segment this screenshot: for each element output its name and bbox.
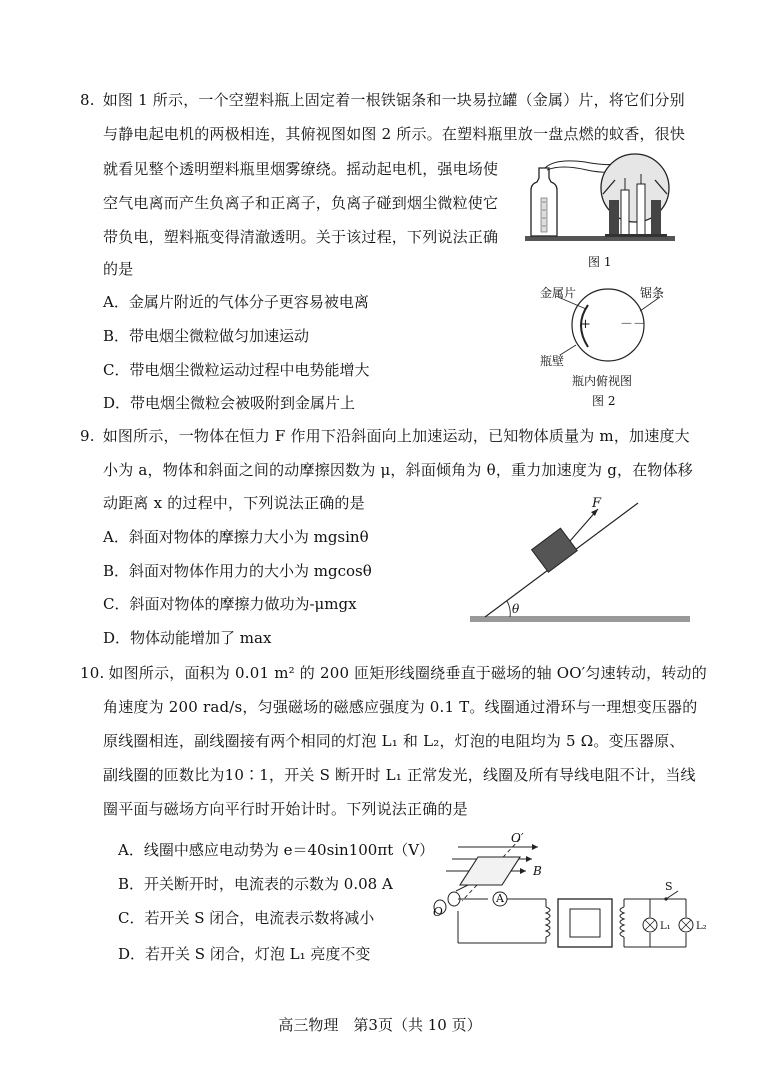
q8-option-b: B．带电烟尘微粒做匀加速运动: [103, 327, 310, 345]
q9-option-a: A．斜面对物体的摩擦力大小为 mgsinθ: [103, 528, 369, 546]
q8-line-3: 就看见整个透明塑料瓶里烟雾缭绕。摇动起电机，强电场使: [103, 160, 499, 178]
q8-fig2-label-view: 瓶内俯视图: [572, 374, 633, 388]
q9-force-label: F: [592, 496, 602, 511]
q10-number: 10.: [80, 664, 105, 682]
q8-line-5: 带负电，塑料瓶变得清澈透明。关于该过程，下列说法正确: [103, 228, 499, 246]
q10-bulb2-label: L₂: [696, 921, 707, 932]
q8-line-2: 与静电起电机的两极相连，其俯视图如图 2 所示。在塑料瓶里放一盘点燃的蚊香，很快: [103, 125, 686, 143]
q9-angle-label: θ: [512, 602, 520, 616]
q8-option-a: A．金属片附近的气体分子更容易被电离: [103, 293, 369, 311]
q8-fig2-minus: －－: [620, 317, 647, 332]
q9-text-1: 如图所示，一物体在恒力 F 作用下沿斜面向上加速运动，已知物体质量为 m，加速度大: [102, 427, 690, 445]
q8-line-6: 的是: [103, 260, 134, 278]
q8-fig2-label-wall: 瓶壁: [540, 354, 565, 368]
q9-number: 9.: [80, 427, 95, 445]
q8-fig2-label-saw: 锯条: [640, 286, 665, 300]
page-footer: 高三物理 第3页（共 10 页）: [278, 1016, 482, 1034]
q10-line-5: 圈平面与磁场方向平行时开始计时。下列说法正确的是: [103, 800, 468, 818]
q9-incline-figure: [470, 495, 690, 625]
q10-axis-top-label: O′: [511, 831, 524, 845]
q8-option-c: C．带电烟尘微粒运动过程中电势能增大: [103, 361, 370, 379]
q10-field-label: B: [533, 864, 542, 878]
q8-number: 8.: [80, 91, 95, 109]
q8-figure-2-caption: 图 2: [592, 394, 616, 408]
q10-circuit-figure: [428, 835, 688, 960]
q8-fig2-label-metal: 金属片: [540, 286, 577, 300]
q10-line-4: 副线圈的匝数比为10∶1，开关 S 断开时 L₁ 正常发光，线圈及所有导线电阻不计，当线: [103, 766, 696, 784]
q9-line-3: 动距离 x 的过程中，下列说法正确的是: [103, 494, 365, 512]
q9-option-c: C．斜面对物体的摩擦力做功为-μmgx: [103, 595, 357, 613]
q10-line-1: [80, 663, 707, 683]
q9-option-d: D．物体动能增加了 max: [103, 629, 272, 647]
q10-option-d: D．若开关 S 闭合，灯泡 L₁ 亮度不变: [118, 945, 371, 963]
q9-line-2: 小为 a，物体和斜面之间的动摩擦因数为 μ，斜面倾角为 θ，重力加速度为 g，在物体移: [103, 461, 694, 479]
q10-ammeter-label: A: [496, 892, 504, 905]
q8-option-d: D．带电烟尘微粒会被吸附到金属片上: [103, 394, 356, 412]
q10-option-a: A．线圈中感应电动势为 e＝40sin100πt（V）: [118, 841, 435, 859]
q8-text-1: 如图 1 所示，一个空塑料瓶上固定着一根铁锯条和一块易拉罐（金属）片，将它们分别: [102, 91, 685, 109]
q9-option-b: B．斜面对物体作用力的大小为 mgcosθ: [103, 562, 372, 580]
q10-line-2: 角速度为 200 rad/s，匀强磁场的磁感应强度为 0.1 T。线圈通过滑环与一理想变压器的: [103, 698, 698, 716]
q10-line-3: 原线圈相连，副线圈接有两个相同的灯泡 L₁ 和 L₂，灯泡的电阻均为 5 Ω。变压器原、: [103, 732, 685, 750]
q10-bulb1-label: L₁: [660, 921, 671, 932]
q8-line-1: [80, 90, 685, 110]
q10-option-c: C．若开关 S 闭合，电流表示数将减小: [118, 909, 375, 927]
q8-fig2-plus: +: [580, 317, 591, 332]
q8-figure-1: [525, 150, 685, 250]
q9-line-1: [80, 426, 690, 446]
q10-text-1: 如图所示，面积为 0.01 m² 的 200 匝矩形线圈绕垂直于磁场的轴 OO′匀速转动，转动的: [108, 664, 707, 682]
q8-figure-1-caption: 图 1: [588, 255, 612, 269]
q10-axis-bottom-label: O: [433, 905, 443, 919]
q8-line-4: 空气电离而产生负离子和正离子，负离子碰到烟尘微粒使它: [103, 194, 499, 212]
q10-switch-label: S: [665, 880, 673, 893]
q10-option-b: B．开关断开时，电流表的示数为 0.08 A: [118, 875, 393, 893]
